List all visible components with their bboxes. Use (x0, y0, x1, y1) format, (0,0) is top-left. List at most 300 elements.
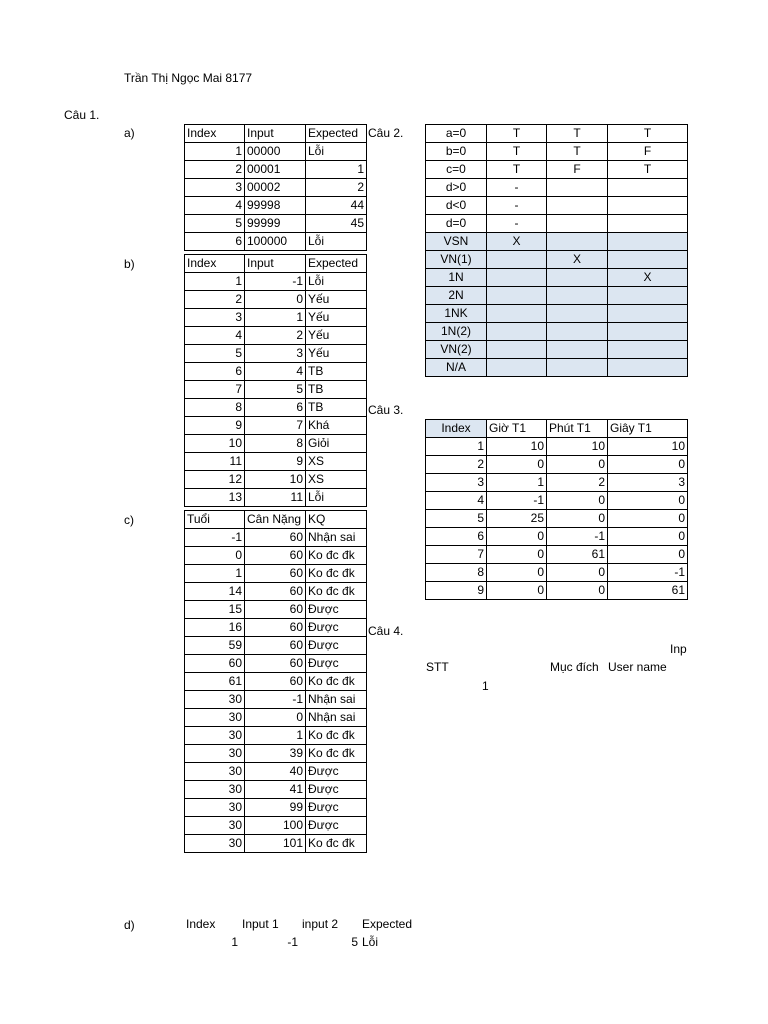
header-cell: Giây T1 (608, 420, 688, 438)
table-row (426, 215, 688, 233)
table-row (185, 673, 367, 691)
index-cell: 5 (185, 215, 245, 233)
condition-cell: c=0 (426, 161, 487, 179)
rule-cell: T (487, 161, 547, 179)
table-row (185, 781, 367, 799)
rule-cell: X (487, 233, 547, 251)
rule-cell: - (487, 197, 547, 215)
age-cell: -1 (185, 529, 245, 547)
table-row (426, 143, 688, 161)
rule-cell (608, 215, 688, 233)
index-cell: 3 (185, 309, 245, 327)
age-cell: 1 (185, 565, 245, 583)
input1-cell: -1 (287, 935, 298, 949)
minute-cell: 0 (547, 456, 608, 474)
rule-cell (547, 323, 608, 341)
table-row (185, 291, 367, 309)
table-row (426, 323, 688, 341)
action-cell: 1NK (426, 305, 487, 323)
table-row (185, 565, 367, 583)
second-cell: 0 (608, 492, 688, 510)
result-cell: Được (306, 637, 367, 655)
condition-cell: d=0 (426, 215, 487, 233)
question-3-label: Câu 3. (368, 403, 404, 417)
table-row (426, 456, 688, 474)
result-cell: Ko đc đk (306, 727, 367, 745)
index-cell: 1 (231, 935, 238, 949)
table-row (426, 287, 688, 305)
expected-cell: 44 (306, 197, 367, 215)
part-c-table (184, 510, 367, 853)
index-cell: 12 (185, 471, 245, 489)
expected-cell: Lỗi (362, 935, 379, 949)
minute-cell: 0 (547, 564, 608, 582)
result-cell: Ko đc đk (306, 547, 367, 565)
result-cell: Được (306, 817, 367, 835)
second-cell: -1 (608, 564, 688, 582)
input-cell: 99998 (245, 197, 306, 215)
table-row (185, 363, 367, 381)
table-row (426, 474, 688, 492)
weight-cell: 60 (245, 619, 306, 637)
expected-cell: Yếu (306, 309, 367, 327)
hour-cell: 10 (487, 438, 547, 456)
age-cell: 30 (185, 709, 245, 727)
table-row (185, 435, 367, 453)
input-cell: 2 (245, 327, 306, 345)
index-cell: 4 (426, 492, 487, 510)
index-cell: 6 (185, 363, 245, 381)
decision-table (425, 124, 688, 377)
table-row (185, 215, 367, 233)
weight-cell: 60 (245, 655, 306, 673)
header-cell: Expected (306, 255, 367, 273)
age-cell: 61 (185, 673, 245, 691)
index-cell: 6 (426, 528, 487, 546)
rule-cell (547, 269, 608, 287)
header-cell: Expected (362, 917, 413, 931)
index-cell: 8 (426, 564, 487, 582)
rule-cell (487, 323, 547, 341)
table-row (185, 197, 367, 215)
rule-cell (608, 305, 688, 323)
input-cell: 0 (245, 291, 306, 309)
condition-cell: d<0 (426, 197, 487, 215)
action-cell: 2N (426, 287, 487, 305)
weight-cell: 40 (245, 763, 306, 781)
index-cell: 4 (185, 327, 245, 345)
input-cell: 6 (245, 399, 306, 417)
table-row (426, 269, 688, 287)
table-row (185, 709, 367, 727)
action-cell: VSN (426, 233, 487, 251)
table-header-row (185, 255, 367, 273)
header-cell: input 2 (302, 917, 339, 931)
weight-cell: -1 (245, 691, 306, 709)
result-cell: Ko đc đk (306, 745, 367, 763)
rule-cell (547, 305, 608, 323)
input-cell: 5 (245, 381, 306, 399)
rule-cell (547, 287, 608, 305)
rule-cell (608, 359, 688, 377)
table-row (426, 564, 688, 582)
input-cell: 10 (245, 471, 306, 489)
index-cell: 11 (185, 453, 245, 471)
header-cell: Expected (306, 125, 367, 143)
input-header-partial: Inp (670, 642, 687, 656)
action-cell: VN(1) (426, 251, 487, 269)
result-cell: Được (306, 799, 367, 817)
rule-cell (487, 305, 547, 323)
header-cell: Index (426, 420, 487, 438)
expected-cell: Yếu (306, 291, 367, 309)
second-cell: 0 (608, 456, 688, 474)
purpose-header: Mục đích (550, 660, 599, 674)
table-row (185, 763, 367, 781)
header-cell: KQ (306, 511, 367, 529)
expected-cell: 2 (306, 179, 367, 197)
rule-cell: - (487, 215, 547, 233)
table-row (185, 547, 367, 565)
result-cell: Được (306, 601, 367, 619)
table-row (185, 637, 367, 655)
condition-cell: d>0 (426, 179, 487, 197)
input-cell: 00001 (245, 161, 306, 179)
result-cell: Nhận sai (306, 709, 367, 727)
input-cell: 100000 (245, 233, 306, 251)
table-row (426, 251, 688, 269)
table-row (185, 655, 367, 673)
table-row (185, 529, 367, 547)
result-cell: Được (306, 619, 367, 637)
expected-cell: Lỗi (306, 233, 367, 251)
table-header-row (184, 915, 424, 933)
table-row (185, 727, 367, 745)
result-cell: Ko đc đk (306, 835, 367, 853)
index-cell: 2 (426, 456, 487, 474)
rule-cell: F (547, 161, 608, 179)
expected-cell: Lỗi (306, 273, 367, 291)
table-row (185, 327, 367, 345)
index-cell: 5 (426, 510, 487, 528)
input-cell: 00002 (245, 179, 306, 197)
second-cell: 10 (608, 438, 688, 456)
weight-cell: 60 (245, 583, 306, 601)
author-name: Trần Thị Ngọc Mai 8177 (124, 71, 253, 85)
table-row (185, 345, 367, 363)
table-row (426, 528, 688, 546)
rule-cell (547, 233, 608, 251)
rule-cell (487, 341, 547, 359)
hour-cell: 1 (487, 474, 547, 492)
age-cell: 30 (185, 763, 245, 781)
result-cell: Nhận sai (306, 529, 367, 547)
input-cell: 1 (245, 309, 306, 327)
table-row (185, 273, 367, 291)
minute-cell: 61 (547, 546, 608, 564)
rule-cell (608, 287, 688, 305)
age-cell: 14 (185, 583, 245, 601)
age-cell: 30 (185, 781, 245, 799)
table-row (185, 835, 367, 853)
input-cell: -1 (245, 273, 306, 291)
rule-cell (487, 269, 547, 287)
rule-cell: T (487, 125, 547, 143)
hour-cell: 0 (487, 528, 547, 546)
table-row (426, 305, 688, 323)
expected-cell: Lỗi (306, 143, 367, 161)
action-cell: N/A (426, 359, 487, 377)
table-row (426, 492, 688, 510)
rule-cell (608, 323, 688, 341)
part-d-label: d) (124, 918, 135, 932)
input-cell: 4 (245, 363, 306, 381)
rule-cell: T (487, 143, 547, 161)
index-cell: 2 (185, 161, 245, 179)
rule-cell: F (608, 143, 688, 161)
rule-cell: - (487, 179, 547, 197)
index-cell: 1 (185, 143, 245, 161)
hour-cell: 25 (487, 510, 547, 528)
rule-cell (487, 359, 547, 377)
table-row (185, 799, 367, 817)
result-cell: Được (306, 781, 367, 799)
age-cell: 30 (185, 727, 245, 745)
table-row (185, 179, 367, 197)
rule-cell: T (608, 161, 688, 179)
stt-value: 1 (482, 679, 489, 693)
table-row (185, 381, 367, 399)
table-row (185, 691, 367, 709)
age-cell: 15 (185, 601, 245, 619)
table-row (185, 619, 367, 637)
table-row (185, 745, 367, 763)
table-row (185, 233, 367, 251)
rule-cell: X (547, 251, 608, 269)
second-cell: 0 (608, 528, 688, 546)
age-cell: 30 (185, 817, 245, 835)
condition-cell: b=0 (426, 143, 487, 161)
table-row (184, 933, 424, 951)
rule-cell (487, 251, 547, 269)
input-cell: 9 (245, 453, 306, 471)
table-row (185, 601, 367, 619)
input-cell: 99999 (245, 215, 306, 233)
rule-cell (547, 197, 608, 215)
rule-cell (608, 179, 688, 197)
rule-cell (547, 179, 608, 197)
result-cell: Ko đc đk (306, 673, 367, 691)
expected-cell: Lỗi (306, 489, 367, 507)
expected-cell: TB (306, 399, 367, 417)
result-cell: Được (306, 763, 367, 781)
table-row (426, 582, 688, 600)
weight-cell: 60 (245, 673, 306, 691)
table-row (426, 233, 688, 251)
part-b-label: b) (124, 257, 135, 271)
hour-cell: -1 (487, 492, 547, 510)
action-cell: 1N (426, 269, 487, 287)
hour-cell: 0 (487, 546, 547, 564)
question-2-label: Câu 2. (368, 126, 404, 140)
weight-cell: 60 (245, 565, 306, 583)
second-cell: 0 (608, 510, 688, 528)
index-cell: 5 (185, 345, 245, 363)
index-cell: 9 (185, 417, 245, 435)
table-row (185, 417, 367, 435)
input-cell: 3 (245, 345, 306, 363)
table-row (426, 359, 688, 377)
rule-cell (547, 215, 608, 233)
expected-cell: Giỏi (306, 435, 367, 453)
question-4-label: Câu 4. (368, 624, 404, 638)
rule-cell: T (547, 143, 608, 161)
index-cell: 4 (185, 197, 245, 215)
result-cell: Ko đc đk (306, 565, 367, 583)
minute-cell: 0 (547, 582, 608, 600)
index-cell: 7 (185, 381, 245, 399)
table-row (426, 125, 688, 143)
age-cell: 0 (185, 547, 245, 565)
age-cell: 30 (185, 835, 245, 853)
expected-cell: Yếu (306, 327, 367, 345)
question-1-label: Câu 1. (64, 108, 100, 122)
weight-cell: 60 (245, 547, 306, 565)
index-cell: 3 (426, 474, 487, 492)
part-b-table (184, 254, 367, 507)
index-cell: 1 (185, 273, 245, 291)
expected-cell: XS (306, 453, 367, 471)
weight-cell: 39 (245, 745, 306, 763)
hour-cell: 0 (487, 456, 547, 474)
table-row (426, 546, 688, 564)
age-cell: 16 (185, 619, 245, 637)
index-cell: 3 (185, 179, 245, 197)
weight-cell: 100 (245, 817, 306, 835)
table-row (426, 341, 688, 359)
weight-cell: 101 (245, 835, 306, 853)
result-cell: Ko đc đk (306, 583, 367, 601)
age-cell: 60 (185, 655, 245, 673)
part-c-label: c) (124, 513, 134, 527)
weight-cell: 0 (245, 709, 306, 727)
table-row (185, 453, 367, 471)
index-cell: 7 (426, 546, 487, 564)
weight-cell: 60 (245, 637, 306, 655)
header-cell: Index (186, 917, 216, 931)
age-cell: 30 (185, 691, 245, 709)
expected-cell: XS (306, 471, 367, 489)
input-cell: 00000 (245, 143, 306, 161)
action-cell: 1N(2) (426, 323, 487, 341)
input-cell: 8 (245, 435, 306, 453)
table-row (185, 143, 367, 161)
header-cell: Phút T1 (547, 420, 608, 438)
table-header-row (185, 125, 367, 143)
header-cell: Input 1 (242, 917, 279, 931)
table-header-row (426, 420, 688, 438)
rule-cell (608, 251, 688, 269)
table-row (185, 489, 367, 507)
age-cell: 59 (185, 637, 245, 655)
second-cell: 0 (608, 546, 688, 564)
table-row (185, 817, 367, 835)
part-a-table (184, 124, 367, 251)
username-header: User name (608, 660, 667, 674)
rule-cell: X (608, 269, 688, 287)
minute-cell: 10 (547, 438, 608, 456)
stt-header: STT (426, 660, 449, 674)
index-cell: 9 (426, 582, 487, 600)
condition-cell: a=0 (426, 125, 487, 143)
expected-cell: 45 (306, 215, 367, 233)
header-cell: Cân Nặng (245, 511, 306, 529)
header-cell: Index (185, 255, 245, 273)
table-header-row (185, 511, 367, 529)
table-row (426, 161, 688, 179)
header-cell: Index (185, 125, 245, 143)
time-table (425, 419, 688, 600)
second-cell: 61 (608, 582, 688, 600)
index-cell: 2 (185, 291, 245, 309)
expected-cell: TB (306, 363, 367, 381)
weight-cell: 99 (245, 799, 306, 817)
rule-cell: T (547, 125, 608, 143)
index-cell: 8 (185, 399, 245, 417)
input-cell: 7 (245, 417, 306, 435)
table-row (426, 197, 688, 215)
rule-cell (547, 359, 608, 377)
table-row (426, 438, 688, 456)
second-cell: 3 (608, 474, 688, 492)
hour-cell: 0 (487, 582, 547, 600)
table-row (426, 179, 688, 197)
header-cell: Giờ T1 (487, 420, 547, 438)
hour-cell: 0 (487, 564, 547, 582)
table-row (426, 510, 688, 528)
rule-cell (608, 233, 688, 251)
weight-cell: 41 (245, 781, 306, 799)
rule-cell: T (608, 125, 688, 143)
expected-cell: Yếu (306, 345, 367, 363)
age-cell: 30 (185, 799, 245, 817)
table-row (185, 309, 367, 327)
header-cell: Input (245, 255, 306, 273)
minute-cell: 2 (547, 474, 608, 492)
age-cell: 30 (185, 745, 245, 763)
minute-cell: 0 (547, 510, 608, 528)
expected-cell: TB (306, 381, 367, 399)
index-cell: 13 (185, 489, 245, 507)
rule-cell (547, 341, 608, 359)
header-cell: Tuổi (185, 511, 245, 529)
expected-cell: Khá (306, 417, 367, 435)
table-row (185, 161, 367, 179)
result-cell: Được (306, 655, 367, 673)
part-d-table (184, 915, 424, 951)
expected-cell: 1 (306, 161, 367, 179)
table-row (185, 583, 367, 601)
table-row (185, 399, 367, 417)
weight-cell: 60 (245, 529, 306, 547)
minute-cell: -1 (547, 528, 608, 546)
rule-cell (487, 287, 547, 305)
weight-cell: 1 (245, 727, 306, 745)
table-row (185, 471, 367, 489)
header-cell: Input (245, 125, 306, 143)
part-a-label: a) (124, 126, 135, 140)
rule-cell (608, 197, 688, 215)
